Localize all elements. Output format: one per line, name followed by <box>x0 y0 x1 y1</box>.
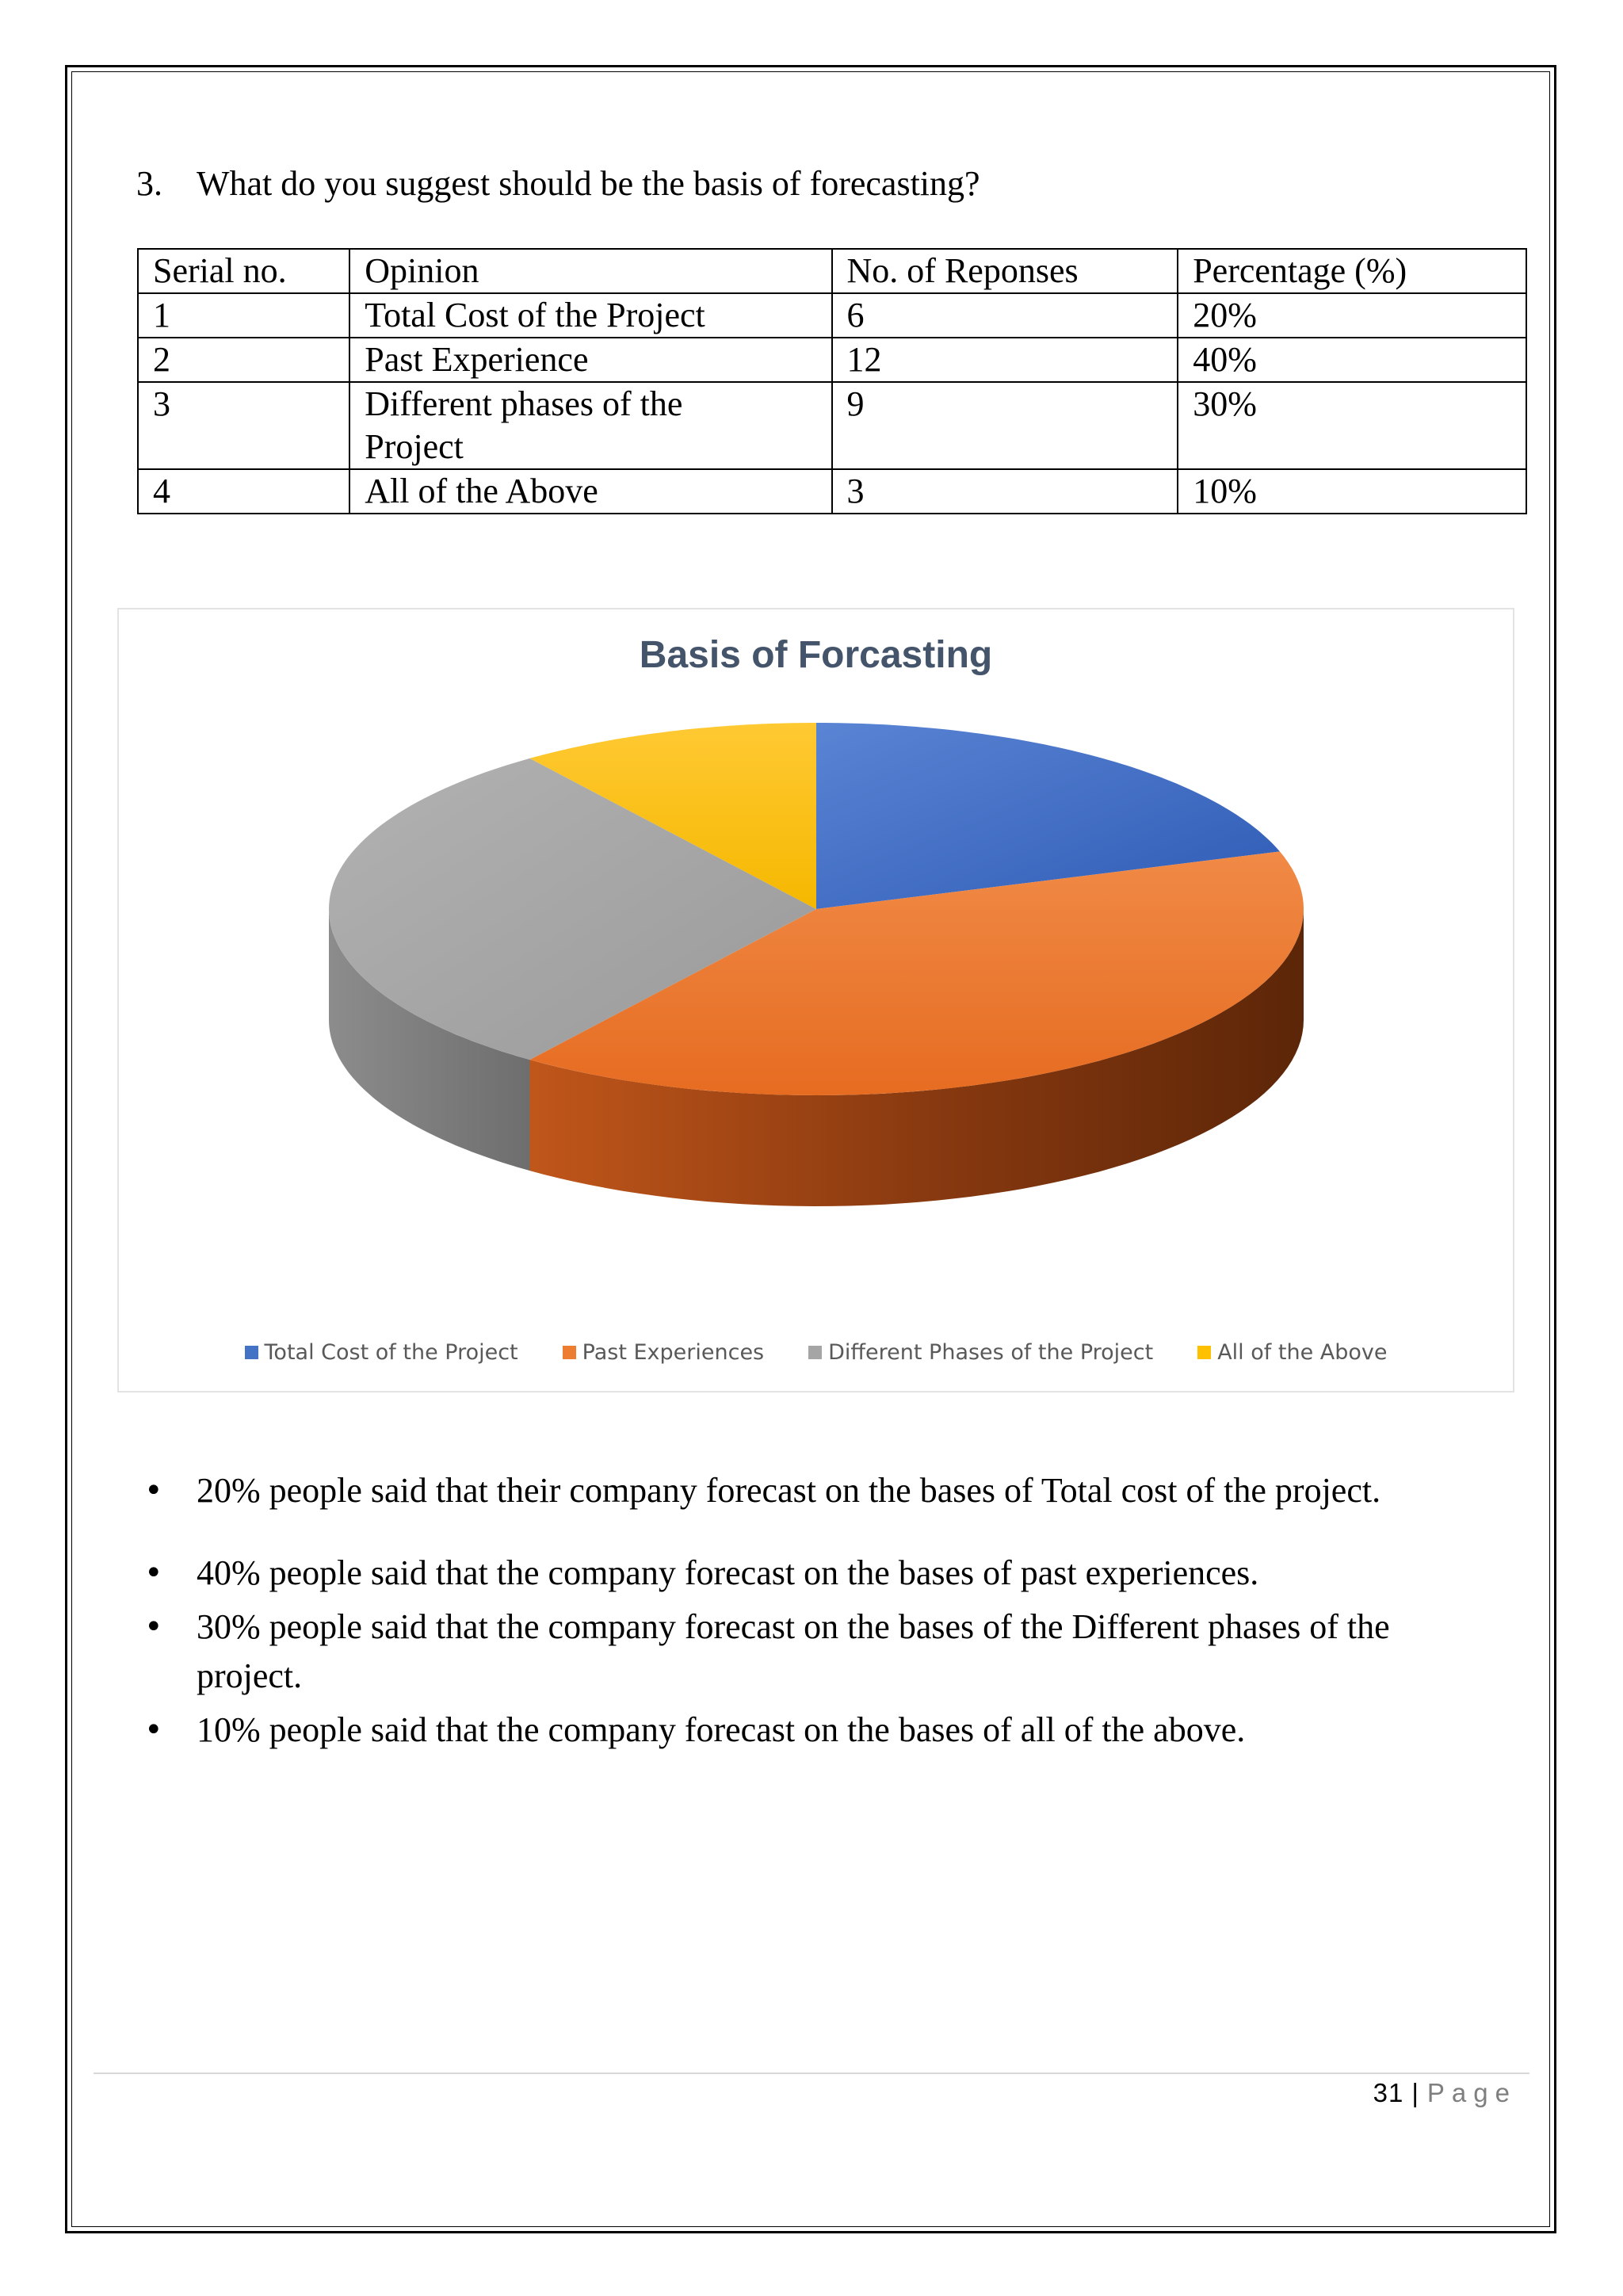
pie-tops <box>329 723 1304 1095</box>
finding-item: • 20% people said that their company forecast on the bases of Total cost of the project. <box>136 1466 1404 1515</box>
legend-swatch <box>808 1346 822 1359</box>
findings-list <box>136 1466 1404 1755</box>
cell-percentage: 20% <box>1178 293 1526 338</box>
header-opinion: Opinion <box>349 249 831 293</box>
cell-percentage: 30% <box>1178 382 1526 469</box>
legend-swatch <box>1197 1346 1211 1359</box>
footer-rule <box>94 2073 1529 2074</box>
footer-separator: | <box>1411 2078 1419 2107</box>
legend-label: All of the Above <box>1217 1340 1388 1365</box>
page-word: Page <box>1426 2078 1517 2107</box>
cell-responses: 6 <box>832 293 1178 338</box>
table-row <box>138 293 1526 338</box>
header-responses: No. of Reponses <box>832 249 1178 293</box>
legend-item-past-experiences <box>563 1340 765 1365</box>
chart-legend <box>119 1340 1513 1365</box>
table-header-row <box>138 249 1526 293</box>
finding-item: • 40% people said that the company forecast on the bases of past experiences. <box>136 1549 1404 1598</box>
cell-responses: 12 <box>832 338 1178 382</box>
legend-item-different-phases <box>808 1340 1153 1365</box>
cell-opinion: Past Experience <box>349 338 831 382</box>
legend-label: Total Cost of the Project <box>264 1340 518 1365</box>
cell-percentage: 40% <box>1178 338 1526 382</box>
finding-item: • 30% people said that the company forecast on the bases of the Different phases of the project. <box>136 1603 1404 1701</box>
cell-opinion: All of the Above <box>349 469 831 514</box>
cell-opinion <box>349 382 831 469</box>
cell-serial: 1 <box>138 293 349 338</box>
table-row <box>138 469 1526 514</box>
pie-chart-plot <box>119 609 1516 1323</box>
question-heading <box>136 163 980 204</box>
cell-responses: 9 <box>832 382 1178 469</box>
page-number: 31 <box>1373 2078 1404 2107</box>
page-footer <box>1373 2078 1517 2108</box>
pie-chart <box>117 608 1514 1392</box>
cell-serial: 4 <box>138 469 349 514</box>
legend-item-total-cost <box>245 1340 518 1365</box>
header-serial: Serial no. <box>138 249 349 293</box>
cell-opinion-text: Different phases of the Project <box>365 384 683 466</box>
chart-title: Basis of Forcasting <box>639 634 993 676</box>
table-row <box>138 338 1526 382</box>
header-percentage: Percentage (%) <box>1178 249 1526 293</box>
legend-swatch <box>245 1346 258 1359</box>
finding-item: • 10% people said that the company forecast on the bases of all of the above. <box>136 1706 1404 1755</box>
table-row <box>138 382 1526 469</box>
legend-label: Past Experiences <box>582 1340 765 1365</box>
legend-item-all-above <box>1197 1340 1387 1365</box>
question-number: 3. <box>136 164 162 203</box>
cell-percentage: 10% <box>1178 469 1526 514</box>
cell-opinion: Total Cost of the Project <box>349 293 831 338</box>
cell-responses: 3 <box>832 469 1178 514</box>
question-text: What do you suggest should be the basis of forecasting? <box>197 164 980 203</box>
legend-swatch <box>563 1346 576 1359</box>
cell-serial: 2 <box>138 338 349 382</box>
responses-table <box>137 248 1527 514</box>
cell-serial: 3 <box>138 382 349 469</box>
legend-label: Different Phases of the Project <box>828 1340 1154 1365</box>
